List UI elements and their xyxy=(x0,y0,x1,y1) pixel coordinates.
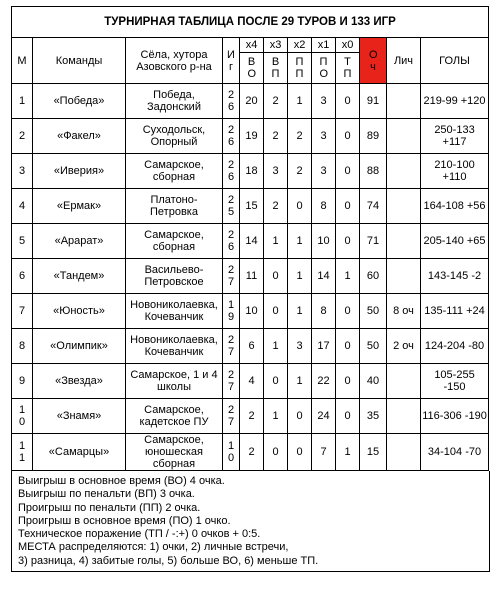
cell-points: 88 xyxy=(360,154,387,189)
cell-personal xyxy=(387,399,421,434)
cell-tp: 0 xyxy=(336,84,360,119)
cell-village: Васильево-Петровское xyxy=(126,259,223,294)
cell-goals: 34-104 -70 xyxy=(421,434,489,471)
header-x1: х1 xyxy=(312,38,336,53)
cell-po: 3 xyxy=(312,154,336,189)
cell-games-value: 26 xyxy=(227,229,235,253)
cell-place-value: 1 xyxy=(18,95,26,107)
cell-vp: 2 xyxy=(264,84,288,119)
standings-table xyxy=(11,6,489,471)
table-row xyxy=(12,224,489,259)
note-line: 3) разница, 4) забитые голы, 5) больше ВО, 6) меньше ТП. xyxy=(18,554,319,567)
cell-po: 7 xyxy=(312,434,336,471)
cell-village: Победа, Задонский xyxy=(126,84,223,119)
cell-personal xyxy=(387,154,421,189)
header-team: Команды xyxy=(33,38,126,84)
cell-team: «Олимпик» xyxy=(33,329,126,364)
cell-village: Суходольск, Опорный xyxy=(126,119,223,154)
cell-tp: 0 xyxy=(336,294,360,329)
cell-place-value: 2 xyxy=(18,130,26,142)
cell-vo: 19 xyxy=(240,119,264,154)
cell-games-value: 27 xyxy=(227,369,235,393)
cell-team: «Иверия» xyxy=(33,154,126,189)
note-line: МЕСТА распределяются: 1) очки, 2) личные встречи, xyxy=(18,541,289,554)
cell-games xyxy=(223,84,240,119)
header-village: Сёла, хутора Азовского р-на xyxy=(126,38,223,84)
cell-team: «Арарат» xyxy=(33,224,126,259)
cell-pp: 1 xyxy=(288,259,312,294)
header-vp-label: ВП xyxy=(271,56,280,80)
cell-personal: 8 оч xyxy=(387,294,421,329)
note-line: Проигрыш по пенальти (ПП) 2 очка. xyxy=(18,501,201,514)
cell-tp: 0 xyxy=(336,364,360,399)
cell-tp: 0 xyxy=(336,154,360,189)
cell-goals: 105-255 -150 xyxy=(421,364,489,399)
cell-place xyxy=(12,364,33,399)
cell-po: 22 xyxy=(312,364,336,399)
note-line: Проигрыш в основное время (ПО) 1 очко. xyxy=(18,514,231,527)
cell-pp: 1 xyxy=(288,224,312,259)
table-title: ТУРНИРНАЯ ТАБЛИЦА ПОСЛЕ 29 ТУРОВ И 133 ИГР xyxy=(12,7,489,38)
cell-goals: 219-99 +120 xyxy=(421,84,489,119)
cell-place-value: 10 xyxy=(18,404,26,428)
note-line: Выигрыш в основное время (ВО) 4 очка. xyxy=(18,475,225,487)
cell-place xyxy=(12,84,33,119)
cell-village: Новониколаевка, Кочеванчик xyxy=(126,329,223,364)
cell-place-value: 9 xyxy=(18,375,26,387)
cell-games xyxy=(223,259,240,294)
cell-vp: 3 xyxy=(264,154,288,189)
cell-place xyxy=(12,259,33,294)
cell-points: 15 xyxy=(360,434,387,471)
cell-games xyxy=(223,364,240,399)
table-row xyxy=(12,364,489,399)
cell-games-value: 27 xyxy=(227,264,235,288)
cell-vp: 1 xyxy=(264,224,288,259)
cell-goals: 135-111 +24 xyxy=(421,294,489,329)
cell-team: «Знамя» xyxy=(33,399,126,434)
header-pp xyxy=(288,53,312,84)
cell-tp: 0 xyxy=(336,119,360,154)
table-row xyxy=(12,294,489,329)
cell-games-value: 27 xyxy=(227,404,235,428)
cell-games-value: 19 xyxy=(227,299,235,323)
note-line: Техническое поражение (ТП / -:+) 0 очков + 0:5. xyxy=(18,528,261,541)
cell-vp: 2 xyxy=(264,119,288,154)
header-goals: ГОЛЫ xyxy=(421,38,489,84)
header-points xyxy=(360,38,387,84)
cell-goals: 205-140 +65 xyxy=(421,224,489,259)
cell-games-value: 26 xyxy=(227,89,235,113)
cell-games-value: 26 xyxy=(227,124,235,148)
header-games-label: Иг xyxy=(227,48,235,73)
header-personal: Лич xyxy=(387,38,421,84)
cell-pp: 0 xyxy=(288,434,312,471)
header-x4: х4 xyxy=(240,38,264,53)
cell-vp: 0 xyxy=(264,364,288,399)
cell-village: Самарское, сборная xyxy=(126,224,223,259)
header-tp-label: ТП xyxy=(343,56,352,80)
cell-team: «Самарцы» xyxy=(33,434,126,471)
cell-games-value: 25 xyxy=(227,194,235,218)
table-row xyxy=(12,329,489,364)
cell-points: 89 xyxy=(360,119,387,154)
cell-points: 74 xyxy=(360,189,387,224)
cell-village: Самарское, юношеская сборная xyxy=(126,434,223,471)
cell-personal xyxy=(387,189,421,224)
header-points-label: Оч xyxy=(369,48,378,73)
cell-personal: 2 оч xyxy=(387,329,421,364)
cell-games xyxy=(223,154,240,189)
cell-team: «Ермак» xyxy=(33,189,126,224)
cell-pp: 0 xyxy=(288,399,312,434)
cell-pp: 2 xyxy=(288,154,312,189)
cell-personal xyxy=(387,119,421,154)
table-row xyxy=(12,434,489,471)
cell-vo: 2 xyxy=(240,434,264,471)
cell-goals: 164-108 +56 xyxy=(421,189,489,224)
cell-tp: 0 xyxy=(336,399,360,434)
cell-games-value: 27 xyxy=(227,334,235,358)
header-vo-label: ВО xyxy=(247,56,257,80)
cell-personal xyxy=(387,259,421,294)
cell-games xyxy=(223,399,240,434)
cell-place-value: 7 xyxy=(18,305,26,317)
cell-pp: 3 xyxy=(288,329,312,364)
cell-games xyxy=(223,119,240,154)
header-po-label: ПО xyxy=(319,56,329,80)
cell-vo: 14 xyxy=(240,224,264,259)
cell-games xyxy=(223,189,240,224)
cell-goals: 143-145 -2 xyxy=(421,259,489,294)
cell-po: 8 xyxy=(312,189,336,224)
cell-vo: 20 xyxy=(240,84,264,119)
cell-vp: 0 xyxy=(264,294,288,329)
note-line: Выигрыш по пенальти (ВП) 3 очка. xyxy=(18,488,195,501)
cell-vo: 6 xyxy=(240,329,264,364)
standings-sheet xyxy=(11,6,488,572)
cell-po: 10 xyxy=(312,224,336,259)
cell-games xyxy=(223,329,240,364)
cell-vo: 18 xyxy=(240,154,264,189)
cell-vo: 2 xyxy=(240,399,264,434)
cell-place xyxy=(12,434,33,471)
cell-place xyxy=(12,224,33,259)
cell-place xyxy=(12,154,33,189)
cell-village: Самарское, кадетское ПУ xyxy=(126,399,223,434)
cell-personal xyxy=(387,224,421,259)
cell-place xyxy=(12,189,33,224)
header-pp-label: ПП xyxy=(295,56,304,80)
cell-points: 91 xyxy=(360,84,387,119)
header-vp xyxy=(264,53,288,84)
cell-village: Самарское, 1 и 4 школы xyxy=(126,364,223,399)
cell-pp: 1 xyxy=(288,364,312,399)
cell-vp: 1 xyxy=(264,329,288,364)
cell-games-value: 26 xyxy=(227,159,235,183)
cell-place xyxy=(12,329,33,364)
cell-po: 8 xyxy=(312,294,336,329)
cell-village: Платоно-Петровка xyxy=(126,189,223,224)
cell-place xyxy=(12,119,33,154)
table-row xyxy=(12,399,489,434)
cell-tp: 1 xyxy=(336,259,360,294)
header-po xyxy=(312,53,336,84)
cell-goals: 210-100 +110 xyxy=(421,154,489,189)
cell-points: 35 xyxy=(360,399,387,434)
cell-vo: 4 xyxy=(240,364,264,399)
scoring-notes xyxy=(11,471,490,572)
cell-vp: 0 xyxy=(264,434,288,471)
cell-po: 14 xyxy=(312,259,336,294)
cell-team: «Тандем» xyxy=(33,259,126,294)
cell-team: «Звезда» xyxy=(33,364,126,399)
cell-points: 50 xyxy=(360,329,387,364)
cell-tp: 1 xyxy=(336,434,360,471)
cell-team: «Победа» xyxy=(33,84,126,119)
cell-place-value: 3 xyxy=(18,165,26,177)
cell-pp: 0 xyxy=(288,189,312,224)
table-row xyxy=(12,119,489,154)
cell-pp: 2 xyxy=(288,119,312,154)
cell-points: 71 xyxy=(360,224,387,259)
cell-vp: 2 xyxy=(264,189,288,224)
header-vo xyxy=(240,53,264,84)
cell-points: 40 xyxy=(360,364,387,399)
cell-vp: 1 xyxy=(264,399,288,434)
table-row xyxy=(12,154,489,189)
cell-village: Самарское, сборная xyxy=(126,154,223,189)
cell-tp: 0 xyxy=(336,189,360,224)
cell-village: Новониколаевка, Кочеванчик xyxy=(126,294,223,329)
cell-vp: 0 xyxy=(264,259,288,294)
cell-pp: 1 xyxy=(288,294,312,329)
cell-place-value: 8 xyxy=(18,340,26,352)
cell-place-value: 6 xyxy=(18,270,26,282)
cell-personal xyxy=(387,84,421,119)
header-x0: х0 xyxy=(336,38,360,53)
header-games xyxy=(223,38,240,84)
cell-points: 50 xyxy=(360,294,387,329)
cell-po: 3 xyxy=(312,84,336,119)
cell-personal xyxy=(387,364,421,399)
cell-vo: 10 xyxy=(240,294,264,329)
cell-place-value: 5 xyxy=(18,235,26,247)
cell-vo: 15 xyxy=(240,189,264,224)
cell-goals: 250-133 +117 xyxy=(421,119,489,154)
cell-personal xyxy=(387,434,421,471)
cell-po: 24 xyxy=(312,399,336,434)
cell-goals: 116-306 -190 xyxy=(421,399,489,434)
cell-pp: 1 xyxy=(288,84,312,119)
header-x3: х3 xyxy=(264,38,288,53)
cell-po: 3 xyxy=(312,119,336,154)
cell-place xyxy=(12,294,33,329)
table-row xyxy=(12,189,489,224)
header-tp xyxy=(336,53,360,84)
cell-games xyxy=(223,294,240,329)
cell-games-value: 10 xyxy=(227,440,235,464)
table-row xyxy=(12,84,489,119)
table-row xyxy=(12,259,489,294)
header-place: М xyxy=(12,38,33,84)
cell-tp: 0 xyxy=(336,329,360,364)
header-x2: х2 xyxy=(288,38,312,53)
cell-games xyxy=(223,434,240,471)
cell-tp: 0 xyxy=(336,224,360,259)
cell-points: 60 xyxy=(360,259,387,294)
cell-games xyxy=(223,224,240,259)
cell-team: «Факел» xyxy=(33,119,126,154)
cell-po: 17 xyxy=(312,329,336,364)
cell-place xyxy=(12,399,33,434)
cell-vo: 11 xyxy=(240,259,264,294)
cell-team: «Юность» xyxy=(33,294,126,329)
cell-place-value: 4 xyxy=(18,200,26,212)
cell-goals: 124-204 -80 xyxy=(421,329,489,364)
cell-place-value: 11 xyxy=(18,440,26,464)
